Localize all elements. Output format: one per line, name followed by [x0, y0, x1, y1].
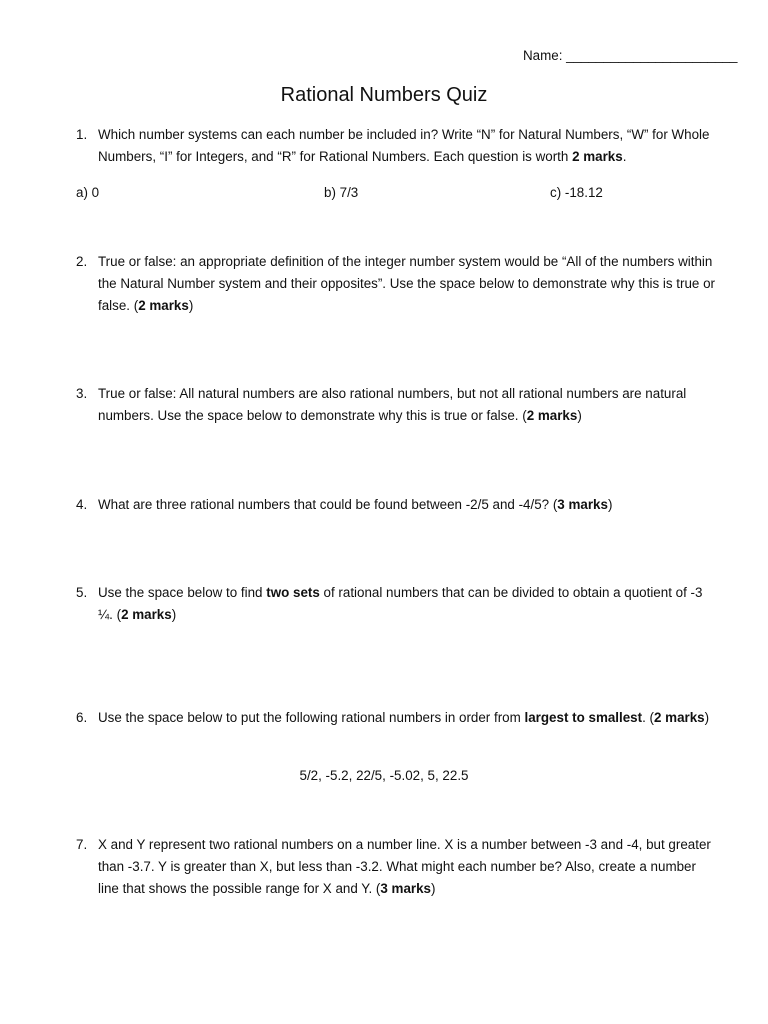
question-number: 6.	[76, 710, 88, 725]
question-text-part: )	[607, 497, 613, 512]
question-text-part: )	[431, 881, 436, 896]
question-text	[98, 707, 716, 729]
question-text-part: X and Y represent two rational numbers on a number line. X is a number between -3 and -4, but greater than -3.7. Y is greater than X, but less than -3.2. What might each number be? Also, create a number line that shows the possible range for X and Y. (	[98, 837, 711, 896]
question-number: 2.	[76, 254, 88, 269]
marks-value: 2 marks	[121, 607, 172, 622]
emphasis-text: two sets	[266, 585, 320, 600]
q6-number-list: 5/2, -5.2, 22/5, -5.02, 5, 22.5	[299, 768, 469, 783]
question-3	[76, 383, 716, 427]
q1-option-c: c) -18.12	[550, 185, 603, 200]
marks-value: 2 marks	[526, 408, 578, 423]
question-text-part: )	[577, 408, 582, 423]
name-field-label: Name: _______________________	[523, 48, 738, 63]
question-number: 4.	[76, 497, 88, 512]
question-text	[98, 582, 716, 626]
question-text-part: . (	[642, 710, 654, 725]
question-7	[76, 834, 716, 900]
question-number: 7.	[76, 837, 88, 852]
question-number: 3.	[76, 386, 88, 401]
page-title: Rational Numbers Quiz	[280, 84, 488, 106]
question-text	[98, 251, 716, 317]
q1-option-b: b) 7/3	[324, 185, 359, 200]
question-text-part: Use the space below to put the following rational numbers in order from	[98, 710, 525, 725]
question-text-part: of rational numbers that can be divided to obtain a quotient of -3 ¼. (	[98, 585, 703, 622]
marks-value: 2 marks	[138, 298, 189, 313]
question-text-part: Which number systems can each number be included in? Write “N” for Natural Numbers, “W” for Whole Numbers, “I” for Integers, and “R” for Rational Numbers. Each question is worth	[98, 127, 710, 164]
question-text	[98, 834, 716, 900]
question-number: 1.	[76, 127, 88, 142]
marks-value: 3 marks	[557, 497, 608, 512]
question-text-part: True or false: an appropriate definition of the integer number system would be “All of the numbers within the Natural Number system and their opposites”. Use the space below to demonstrate why this is true or false. (	[98, 254, 716, 313]
marks-value: 2 marks	[572, 149, 623, 164]
question-text-part: What are three rational numbers that could be found between -2/5 and -4/5? (	[98, 497, 558, 512]
question-text	[98, 494, 716, 516]
question-2	[76, 251, 716, 317]
question-text	[98, 124, 716, 168]
question-5	[76, 582, 716, 626]
question-text-part: )	[188, 298, 194, 313]
question-text	[98, 383, 716, 427]
marks-value: 2 marks	[654, 710, 705, 725]
question-text-part: Use the space below to find	[98, 585, 267, 600]
question-number: 5.	[76, 585, 88, 600]
question-4	[76, 494, 716, 516]
question-6	[76, 707, 716, 729]
q1-option-a: a) 0	[76, 185, 100, 200]
question-1	[76, 124, 716, 168]
question-text-part: True or false: All natural numbers are also rational numbers, but not all rational numbers are natural numbers. Use the space below to demonstrate why this is true or false. (	[98, 386, 687, 423]
question-text-part: )	[171, 607, 177, 622]
question-text-part: .	[622, 149, 627, 164]
emphasis-text: largest to smallest	[524, 710, 643, 725]
question-text-part: )	[704, 710, 710, 725]
marks-value: 3 marks	[380, 881, 432, 896]
